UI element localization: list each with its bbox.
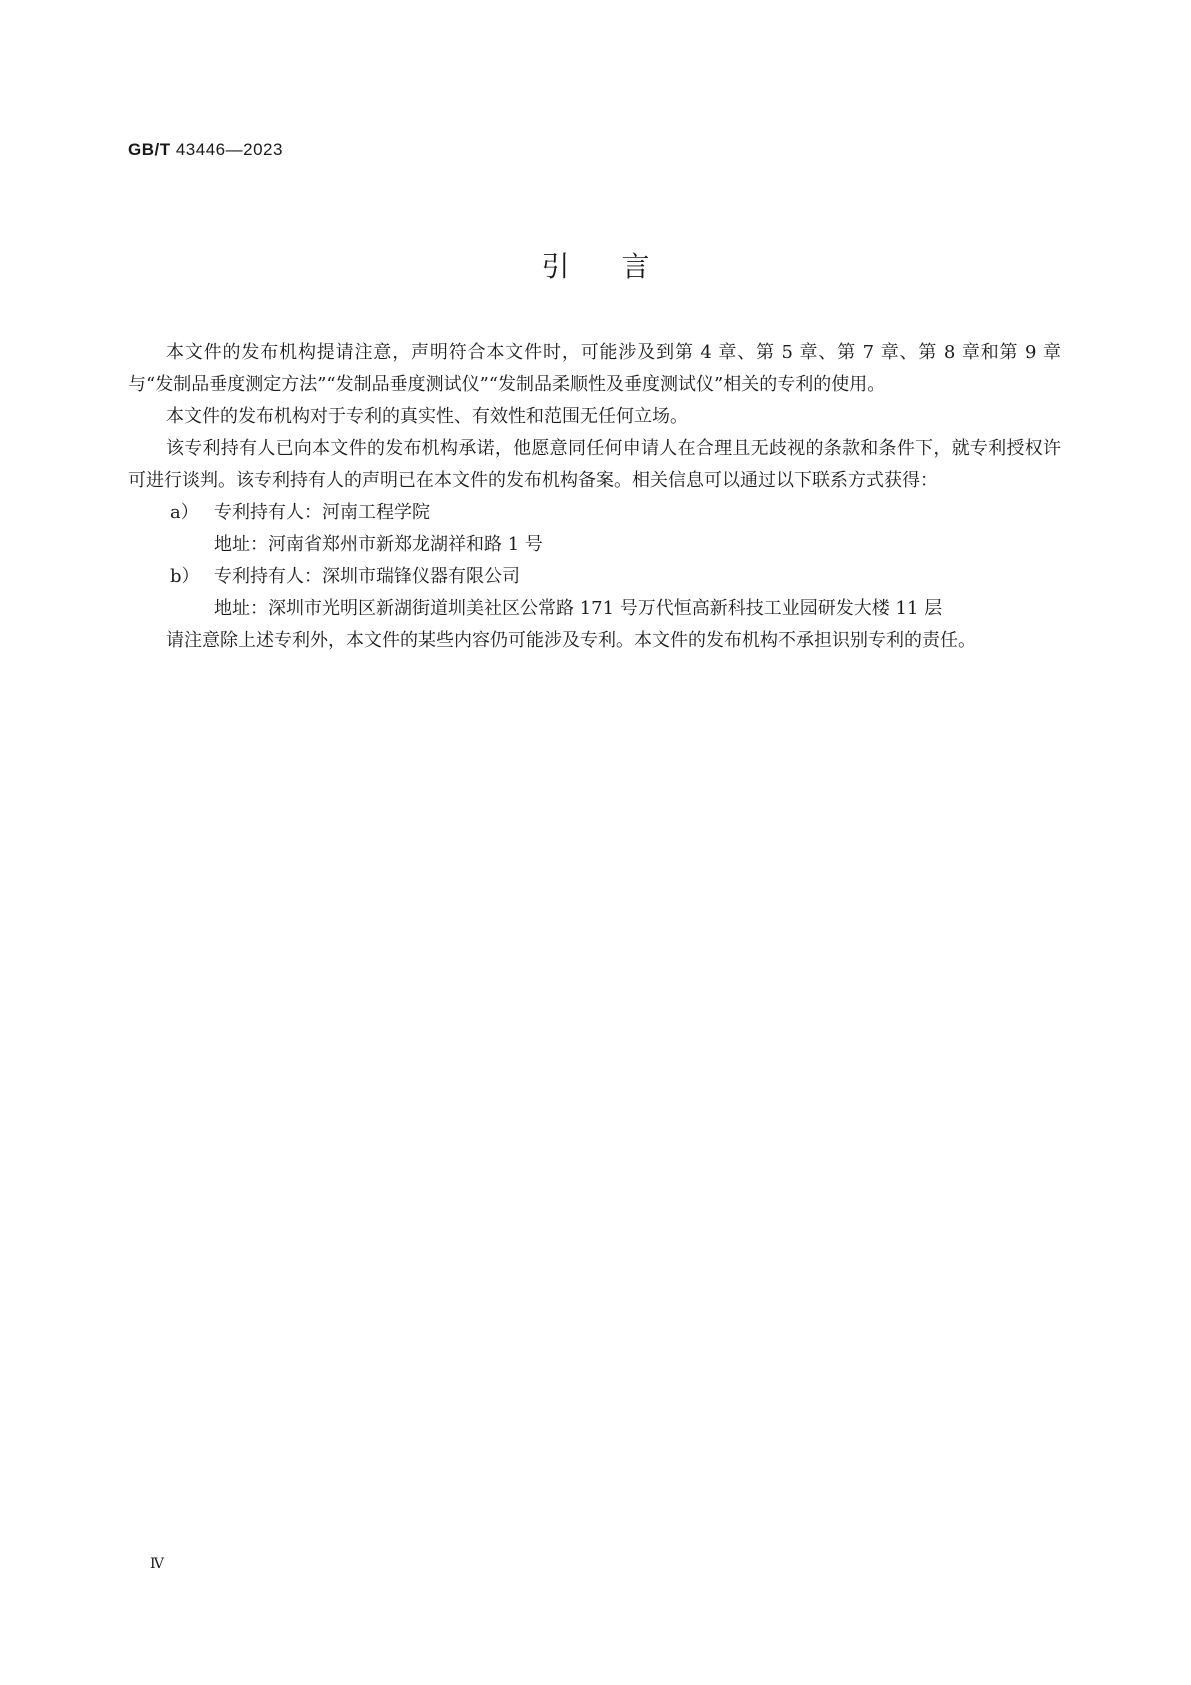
list-marker: a） (170, 502, 199, 523)
paragraph-holder-commitment: 该专利持有人已向本文件的发布机构承诺，他愿意同任何申请人在合理且无歧视的条款和条件下，就专利授权许可进行谈判。该专利持有人的声明已在本文件的发布机构备案。相关信息可以通过以下联系方式获得： (128, 438, 1061, 491)
patent-holder-name: 专利持有人：深圳市瑞锋仪器有限公司 (214, 566, 520, 587)
patent-holder-address: 地址：河南省郑州市新郑龙湖祥和路 1 号 (214, 534, 543, 555)
paragraph-closing-notice: 请注意除上述专利外，本文件的某些内容仍可能涉及专利。本文件的发布机构不承担识别专利的责任。 (166, 630, 976, 651)
list-marker: b） (170, 566, 200, 587)
page-title: 引言 (541, 250, 702, 283)
standard-number: 43446—2023 (175, 140, 283, 159)
paragraph-no-position: 本文件的发布机构对于专利的真实性、有效性和范围无任何立场。 (166, 406, 688, 427)
list-item-patent-holder-b (128, 561, 1061, 593)
paragraph-patent-notice: 本文件的发布机构提请注意，声明符合本文件时，可能涉及到第 4 章、第 5 章、第 7 章、第 8 章和第 9 章与“发制品垂度测定方法”“发制品垂度测试仪”“发制品柔顺性及垂度测试仪”相关的专利的使用。 (128, 342, 1061, 395)
list-item-patent-holder-a (128, 497, 1061, 529)
patent-holder-address: 地址：深圳市光明区新湖街道圳美社区公常路 171 号万代恒高新科技工业园研发大楼 11 层 (214, 598, 943, 619)
patent-holder-name: 专利持有人：河南工程学院 (214, 502, 430, 523)
document-body (128, 337, 1061, 657)
standard-code (128, 140, 283, 160)
page-number: Ⅳ (150, 1556, 164, 1572)
standard-prefix: GB/T (128, 140, 171, 159)
